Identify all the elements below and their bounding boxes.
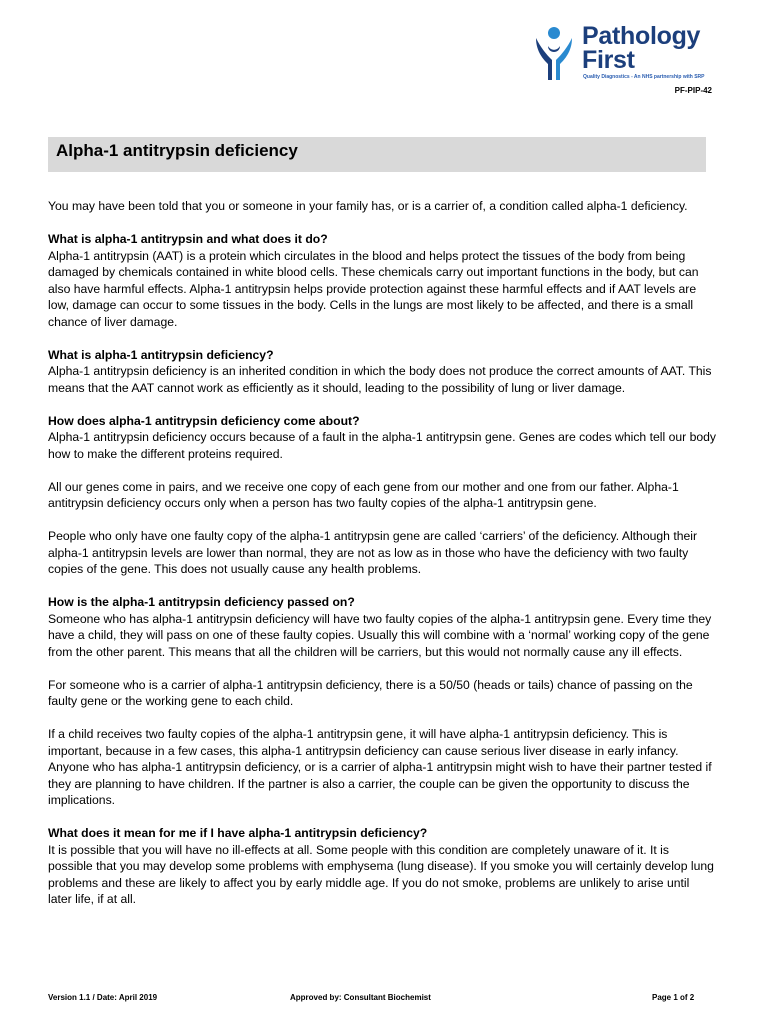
paragraph: Alpha-1 antitrypsin deficiency occurs because of a fault in the alpha-1 antitrypsin gene. Genes are codes which tell our body how to make the different proteins required. bbox=[48, 430, 716, 461]
section-heading-how-come-about: How does alpha-1 antitrypsin deficiency come about? bbox=[48, 413, 360, 428]
paragraph: All our genes come in pairs, and we receive one copy of each gene from our mother and one from our father. Alpha-1 antitrypsin deficiency occurs only when a person has two faulty copies of the alpha-1 antitrypsin gene. bbox=[48, 479, 679, 510]
paragraph: Alpha-1 antitrypsin deficiency is an inherited condition in which the body does not produce the correct amounts of AAT. This means that the AAT cannot work as efficiently as it should, leading to the possibility of lung or liver damage. bbox=[48, 364, 712, 395]
logo-tagline: Quality Diagnostics - An NHS partnership with SRP bbox=[583, 74, 705, 80]
footer-page-number: Page 1 of 2 bbox=[652, 993, 695, 1002]
section-heading-passed-on: How is the alpha-1 antitrypsin deficiency passed on? bbox=[48, 595, 355, 609]
paragraph: Someone who has alpha-1 antitrypsin deficiency will have two faulty copies of the alpha-1 antitrypsin gene. Every time they have a child, they will pass on one of these faulty copies. Usually this will combine with a ‘normal’ working copy of the gene from the other parent. This means that all the children will be carriers, but this would not normally cause any ill effects. bbox=[48, 611, 712, 659]
logo-word-pathology: Pathology bbox=[582, 22, 701, 50]
section-heading-deficiency: What is alpha-1 antitrypsin deficiency? bbox=[48, 347, 274, 362]
section-heading-what-is-aat: What is alpha-1 antitrypsin and what does it do? bbox=[48, 232, 328, 246]
document-reference: PF-PIP-42 bbox=[674, 86, 712, 95]
page-title: Alpha-1 antitrypsin deficiency bbox=[56, 141, 298, 160]
document-body bbox=[48, 198, 716, 924]
paragraph: If a child receives two faulty copies of the alpha-1 antitrypsin gene, it will have alpha-1 antitrypsin deficiency. This is important, because in a few cases, this alpha-1 antitrypsin deficiency can cause serious liver disease in early infancy. Anyone who has alpha-1 antitrypsin deficiency, or is a carrier of alpha-1 antitrypsin might wish to have their partner tested if they are planning to have children. If the partner is also a carrier, the couple can be given the opportunity to discuss the implications. bbox=[48, 727, 712, 807]
section-heading-what-it-means: What does it mean for me if I have alpha-1 antitrypsin deficiency? bbox=[48, 826, 428, 840]
logo-word-first: First bbox=[582, 46, 635, 74]
intro-paragraph: You may have been told that you or someone in your family has, or is a carrier of, a condition called alpha-1 deficiency. bbox=[48, 199, 688, 213]
pathology-first-logo bbox=[532, 22, 722, 84]
logo-figure-icon bbox=[532, 24, 576, 82]
footer-version: Version 1.1 / Date: April 2019 bbox=[48, 993, 158, 1002]
footer-approved: Approved by: Consultant Biochemist bbox=[290, 993, 431, 1002]
paragraph: For someone who is a carrier of alpha-1 antitrypsin deficiency, there is a 50/50 (heads or tails) chance of passing on the faulty gene or the working gene to each child. bbox=[48, 677, 693, 708]
paragraph: People who only have one faulty copy of the alpha-1 antitrypsin gene are called ‘carriers’ of the deficiency. Although their alpha-1 antitrypsin levels are lower than normal, they are not as low as in those who have the deficiency with two faulty copies of the gene. This does not usually cause any health problems. bbox=[48, 529, 698, 576]
paragraph: It is possible that you will have no ill-effects at all. Some people with this condition are completely unaware of it. It is possible that you may develop some problems with emphysema (lung disease). If you smoke you will certainly develop lung problems and these are likely to affect you by early middle age. If you do not smoke, problems are unlikely to arise until later life, if at all. bbox=[48, 842, 714, 906]
paragraph: Alpha-1 antitrypsin (AAT) is a protein which circulates in the blood and helps protect the tissues of the body from being damaged by chemicals contained in white blood cells. These chemicals carry out important functions in the body, but can also have harmful effects. Alpha-1 antitrypsin helps provide protection against these harmful effects and if AAT levels are low, damage can occur to some tissues in the body. Cells in the lungs are most likely to be affected, and there is a small chance of liver damage. bbox=[48, 248, 699, 329]
title-bar bbox=[48, 137, 706, 172]
